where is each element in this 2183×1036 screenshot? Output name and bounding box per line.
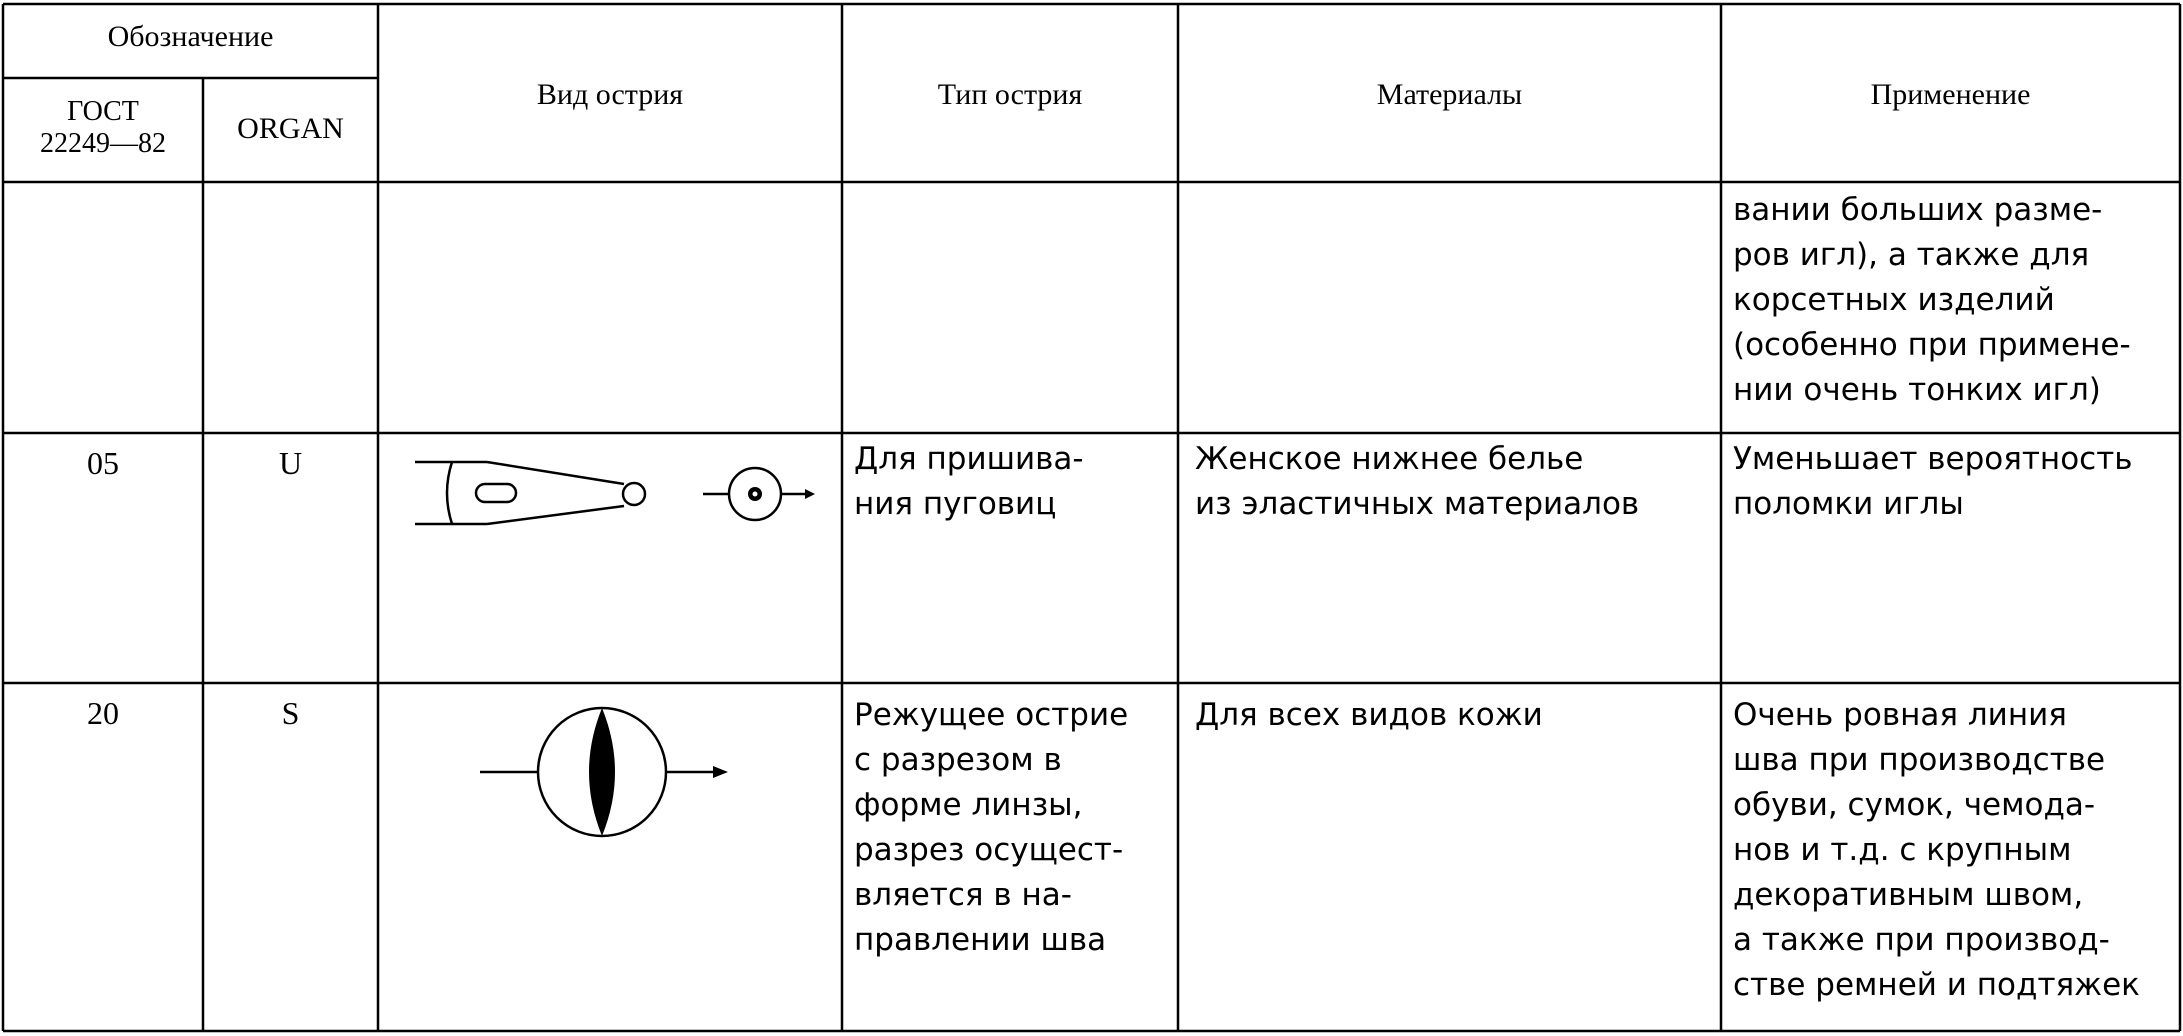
header-point-type: Тип острия [937,78,1083,111]
header-designation: Обозначение [107,20,274,53]
row3-application: Очень ровная линия шва при производстве обуви, сумок, чемода- нов и т.д. с крупным декоративным швом, а также при производ- стве ремней и подтяжек [1733,697,2140,1003]
row3-organ: S [281,695,300,731]
row3-point-type: Режущее острие с разрезом в форме линзы, разрез осущест- вляется в на- правлении шва [854,697,1129,958]
header-organ: ORGAN [237,112,344,145]
row2-application: Уменьшает вероятность поломки иглы [1733,441,2133,522]
row2-materials: Женское нижнее белье из эластичных материалов [1195,441,1640,522]
row2-gost: 05 [87,445,119,481]
row2-point-type: Для пришива- ния пуговиц [854,441,1084,522]
row2-organ: U [278,445,303,481]
header-gost: ГОСТ 22249—82 [40,96,166,159]
header-point-view: Вид острия [536,78,684,111]
row3-materials: Для всех видов кожи [1195,697,1543,733]
header-materials: Материалы [1376,78,1523,111]
header-application: Применение [1870,78,2031,111]
row1-application: вании больших разме- ров игл), а также для корсетных изделий (особенно при примене- нии очень тонких игл) [1733,192,2131,408]
row3-gost: 20 [87,695,119,731]
